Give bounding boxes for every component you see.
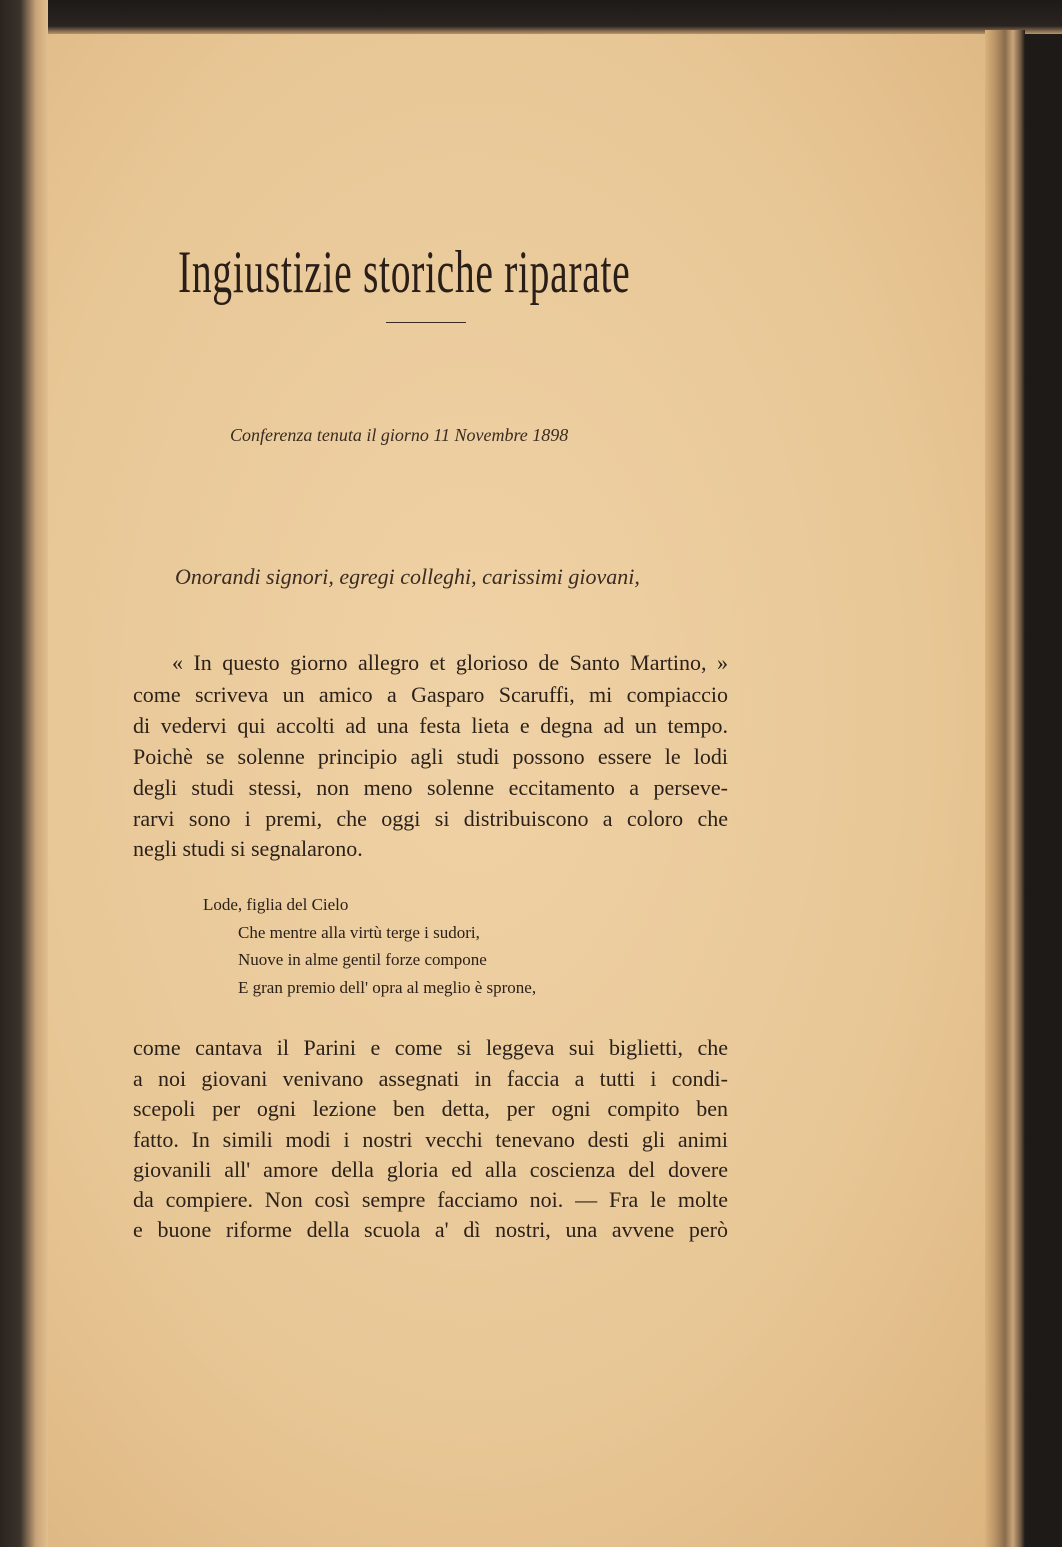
- title-divider: [386, 322, 466, 323]
- subtitle: Conferenza tenuta il giorno 11 Novembre 1898: [230, 425, 569, 445]
- paragraph-line: « In questo giorno allegro et glorioso de Santo Martino, »: [172, 650, 728, 675]
- paragraph-line: scepoli per ogni lezione ben detta, per ogni compito ben: [133, 1096, 728, 1121]
- page-edges: [985, 30, 1025, 1547]
- paragraph-line: fatto. In simili modi i nostri vecchi tenevano desti gli animi: [133, 1127, 728, 1152]
- paragraph-line: da compiere. Non così sempre facciamo noi. — Fra le molte: [133, 1187, 728, 1212]
- paragraph-line: di vedervi qui accolti ad una festa lieta e degna ad un tempo.: [133, 713, 728, 738]
- paragraph-line: a noi giovani venivano assegnati in faccia a tutti i condi-: [133, 1066, 728, 1091]
- paragraph-line: come cantava il Parini e come si leggeva sui biglietti, che: [133, 1035, 728, 1060]
- paragraph-line: e buone riforme della scuola a' dì nostri, una avvene però: [133, 1217, 728, 1242]
- paragraph-line: degli studi stessi, non meno solenne eccitamento a perseve-: [133, 775, 728, 800]
- paragraph-line: Poichè se solenne principio agli studi possono essere le lodi: [133, 744, 728, 769]
- paragraph-line: come scriveva un amico a Gasparo Scaruffi, mi compiaccio: [133, 682, 728, 707]
- paragraph-line: rarvi sono i premi, che oggi si distribuiscono a coloro che: [133, 806, 728, 831]
- verse-line: Che mentre alla virtù terge i sudori,: [238, 923, 480, 942]
- verse-line: Nuove in alme gentil forze compone: [238, 950, 487, 969]
- paragraph-line: negli studi si segnalarono.: [133, 836, 363, 861]
- scan-top-border: [0, 0, 1062, 34]
- book-gutter: [0, 0, 48, 1547]
- paragraph-line: giovanili all' amore della gloria ed alla coscienza del dovere: [133, 1157, 728, 1182]
- page-title: Ingiustizie storiche riparate: [178, 239, 631, 305]
- salutation: Onorandi signori, egregi colleghi, carissimi giovani,: [175, 564, 640, 589]
- verse-line: Lode, figlia del Cielo: [203, 895, 349, 914]
- verse-line: E gran premio dell' opra al meglio è sprone,: [238, 978, 537, 997]
